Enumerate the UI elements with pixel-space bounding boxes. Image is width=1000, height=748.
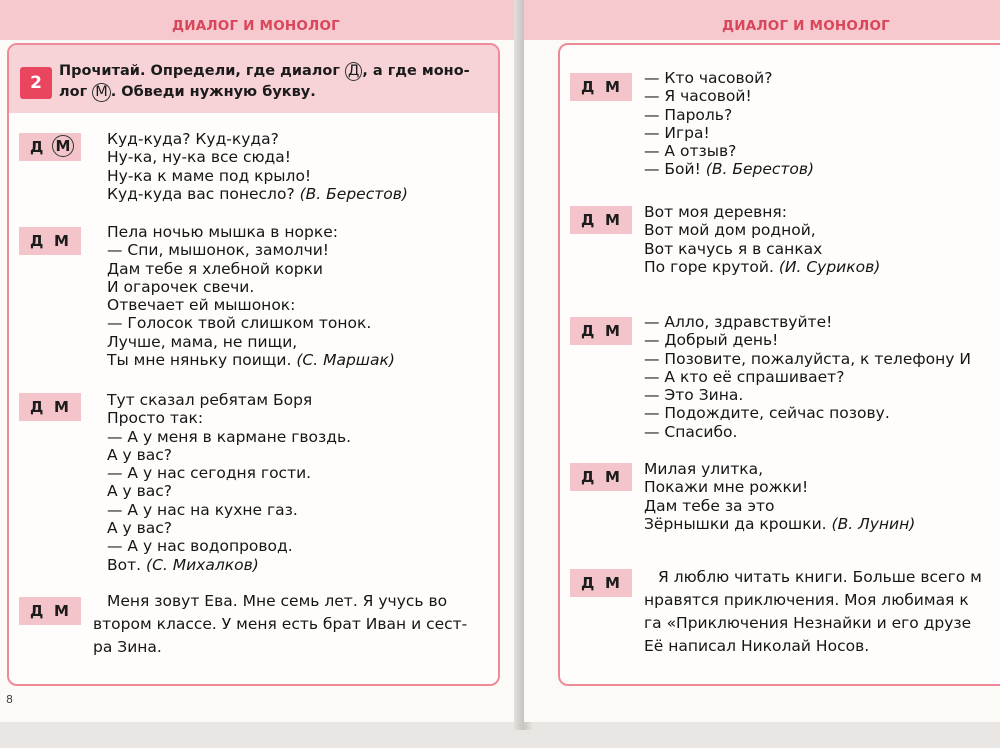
answer-badge-r3[interactable]: [570, 317, 632, 345]
answer-badge-1[interactable]: [19, 133, 81, 161]
option-d[interactable]: Д: [581, 322, 595, 340]
dialogue-r3: — Алло, здравствуйте! — Добрый день! — Позовите, пожалуйста, к телефону И — А кто её спрашивает? — Это Зина. — Подождите, сейчас позову. — Спасибо.: [644, 313, 971, 441]
right-page: [524, 0, 1000, 722]
answer-badge-r5[interactable]: [570, 569, 632, 597]
option-m-circled[interactable]: М: [52, 135, 74, 157]
option-m[interactable]: М: [605, 468, 620, 486]
option-m[interactable]: М: [605, 211, 620, 229]
author: (В. Берестов): [705, 160, 815, 179]
option-d[interactable]: Д: [30, 602, 44, 620]
answer-badge-r2[interactable]: [570, 206, 632, 234]
task-instruction: Прочитай. Определи, где диалог Д , а где моно- лог М . Обведи нужную букву.: [59, 63, 470, 100]
answer-badge-4[interactable]: [19, 597, 81, 625]
author: (В. Берестов): [299, 184, 408, 203]
monologue-text-r5: Я люблю читать книги. Больше всего м нравятся приключения. Моя любимая к га «Приключения Незнайки и его друзе Её написал Николай Носов.: [644, 568, 982, 655]
poem-r1: — Кто часовой? — Я часовой! — Пароль? — Игра! — А отзыв? — Бой! (В. Берестов): [644, 69, 815, 179]
task-instruction-band: [9, 45, 498, 113]
option-m[interactable]: М: [605, 574, 620, 592]
option-d[interactable]: Д: [30, 138, 44, 156]
task-number: 2: [20, 67, 52, 99]
monologue-text: Меня зовут Ева. Мне семь лет. Я учусь во втором классе. У меня есть брат Иван и сест- ра Зина.: [93, 592, 468, 656]
page-number: 8: [6, 693, 13, 706]
option-d[interactable]: Д: [30, 232, 44, 250]
poem-3: Тут сказал ребятам Боря Просто так: — А у меня в кармане гвоздь. А у вас? — А у нас сегодня гости. А у вас? — А у нас на кухне газ. А у вас? — А у нас водопровод. Вот. (С. Михалков): [107, 391, 352, 574]
author: (И. Суриков): [778, 257, 881, 276]
option-m[interactable]: М: [54, 602, 69, 620]
poem-2: Пела ночью мышка в норке: — Спи, мышонок, замолчи! Дам тебе я хлебной корки И огарочек свечи. Отвечает ей мышонок: — Голосок твой слишком тонок. Лучше, мама, не пищи, Ты мне няньку поищи. (С. Маршак): [107, 223, 395, 370]
poem-r4: Милая улитка, Покажи мне рожки! Дам тебе за это Зёрнышки да крошки. (В. Лунин): [644, 460, 916, 533]
option-d[interactable]: Д: [581, 574, 595, 592]
author: (С. Михалков): [146, 555, 259, 574]
right-page-header: [524, 0, 1000, 40]
author: (С. Маршак): [296, 351, 395, 370]
circled-d-letter: Д: [345, 62, 362, 81]
answer-badge-r4[interactable]: [570, 463, 632, 491]
author: (В. Лунин): [831, 514, 916, 533]
option-d[interactable]: Д: [30, 398, 44, 416]
right-header-title: ДИАЛОГ И МОНОЛОГ: [722, 18, 890, 34]
poem-r2: Вот моя деревня: Вот мой дом родной, Вот качусь я в санках По горе крутой. (И. Суриков): [644, 203, 881, 276]
option-d[interactable]: Д: [581, 211, 595, 229]
left-page-header: [0, 0, 520, 40]
left-exercise-frame: [7, 43, 500, 686]
left-header-title: ДИАЛОГ И МОНОЛОГ: [172, 18, 340, 34]
answer-badge-2[interactable]: [19, 227, 81, 255]
option-m[interactable]: М: [605, 78, 620, 96]
option-m[interactable]: М: [605, 322, 620, 340]
answer-badge-3[interactable]: [19, 393, 81, 421]
poem-1: Куд-куда? Куд-куда? Ну-ка, ну-ка все сюда! Ну-ка к маме под крыло! Куд-куда вас понесло? (В. Берестов): [107, 130, 408, 203]
right-exercise-frame: [558, 43, 1000, 686]
circled-m-letter: М: [92, 83, 111, 102]
option-m[interactable]: М: [54, 232, 69, 250]
option-m[interactable]: М: [54, 398, 69, 416]
option-d[interactable]: Д: [581, 468, 595, 486]
answer-badge-r1[interactable]: [570, 73, 632, 101]
option-d[interactable]: Д: [581, 78, 595, 96]
